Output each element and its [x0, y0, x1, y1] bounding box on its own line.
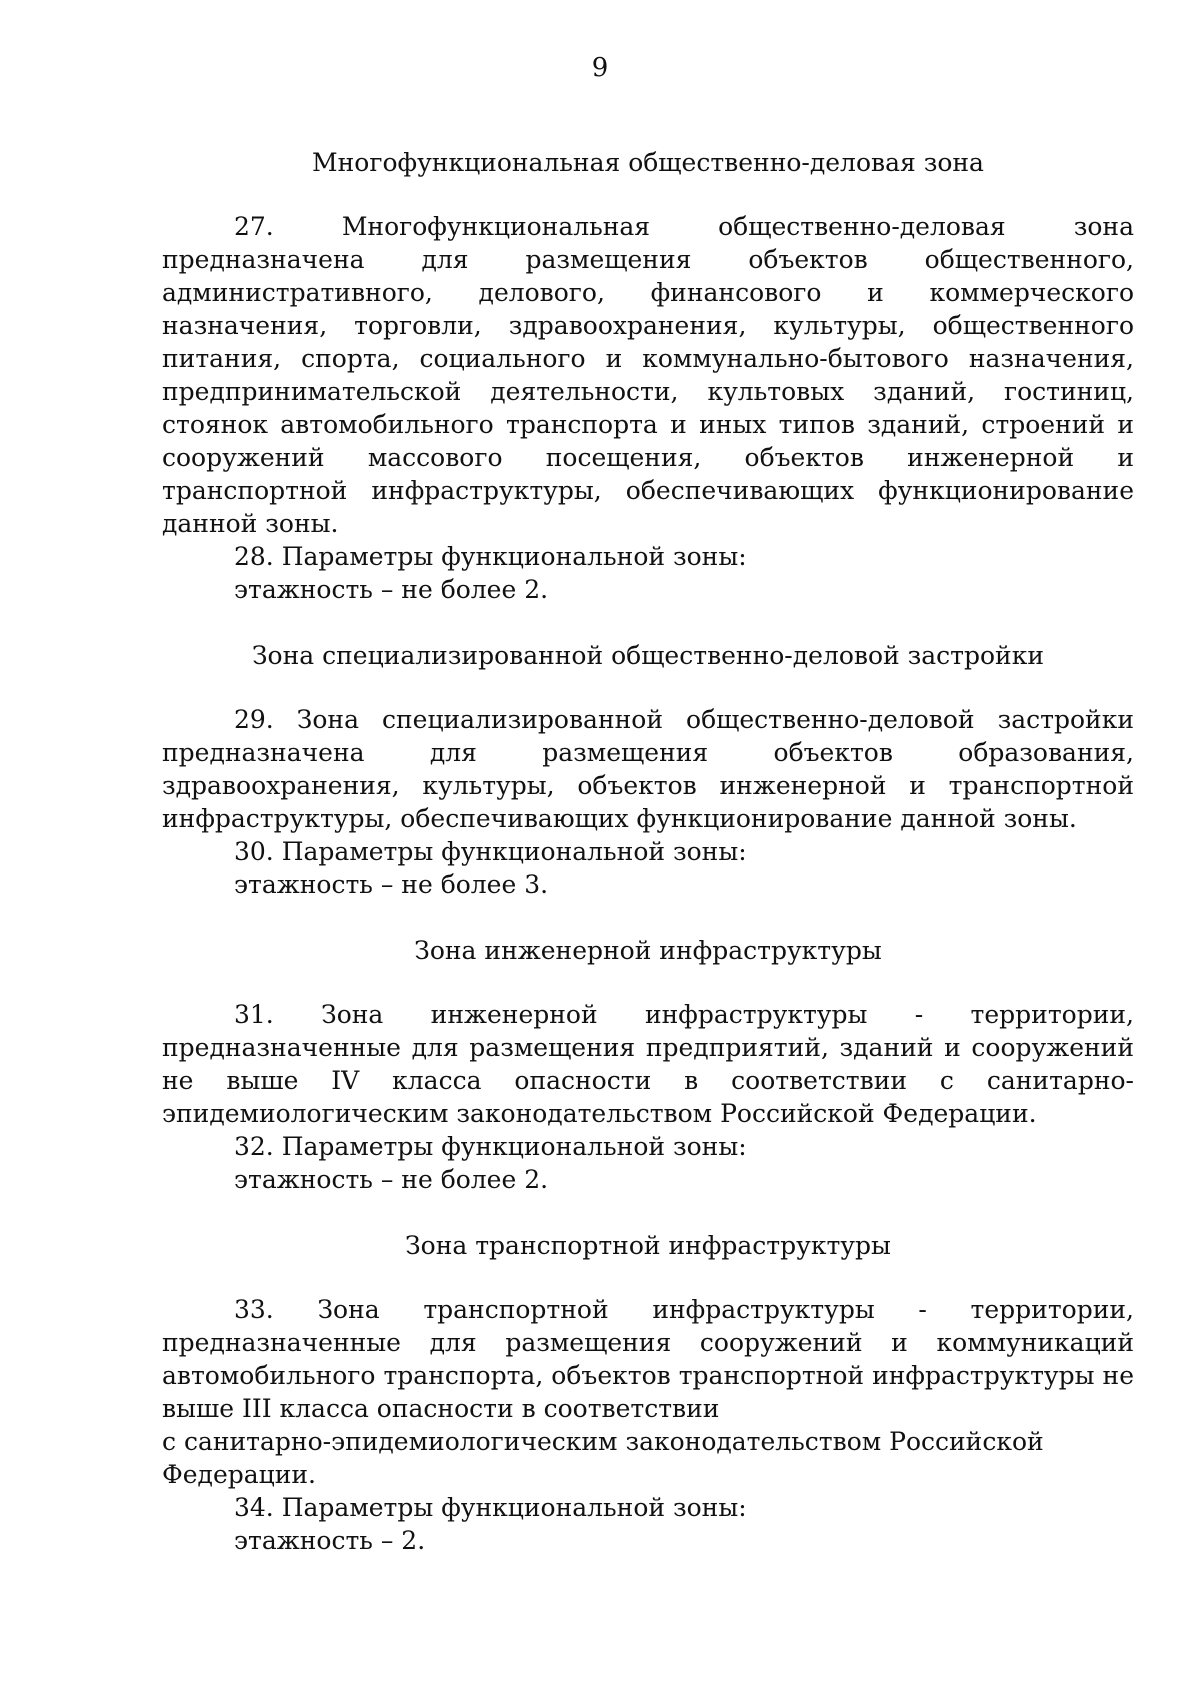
spacer — [162, 1196, 1134, 1229]
spacer — [162, 901, 1134, 934]
clause-28-params-value: этажность – не более 2. — [234, 575, 549, 604]
section-heading-engineering: Зона инженерной инфраструктуры — [414, 936, 882, 965]
spacer — [162, 606, 1134, 639]
clause-34-params-title: 34. Параметры функциональной зоны: — [234, 1493, 747, 1522]
section-heading-specialized: Зона специализированной общественно-деловой застройки — [251, 641, 1044, 670]
clause-31-paragraph: 31. Зона инженерной инфраструктуры - территории, предназначенные для размещения предприятий, зданий и сооружений не выше IV класса опасности в соответствии с санитарно-эпидемиологическим законодательством Российской Федерации. — [162, 1000, 1134, 1128]
spacer — [162, 672, 1134, 703]
page-number: 9 — [591, 53, 609, 83]
clause-33-continuation: с санитарно-эпидемиологическим законодательством Российской Федерации. — [162, 1427, 1044, 1489]
clause-33-paragraph: 33. Зона транспортной инфраструктуры - территории, предназначенные для размещения сооружений и коммуникаций автомобильного транспорта, объектов транспортной инфраструктуры не выше III класса опасности в соответствии — [162, 1295, 1134, 1423]
section-heading-multifunctional: Многофункциональная общественно-деловая зона — [312, 148, 984, 177]
section-heading-transport: Зона транспортной инфраструктуры — [405, 1231, 891, 1260]
clause-27-paragraph: 27. Многофункциональная общественно-деловая зона предназначена для размещения объектов общественного, административного, делового, финансового и коммерческого назначения, торговли, здравоохранения, культуры, общественного питания, спорта, социального и коммунально-бытового назначения, предпринимательской деятельности, культовых зданий, гостиниц, стоянок автомобильного транспорта и иных типов зданий, строений и сооружений массового посещения, объектов инженерной и транспортной инфраструктуры, обеспечивающих функционирование данной зоны. — [162, 212, 1134, 538]
document-body — [162, 146, 1134, 1557]
clause-32-params-title: 32. Параметры функциональной зоны: — [234, 1132, 747, 1161]
clause-30-params-title: 30. Параметры функциональной зоны: — [234, 837, 747, 866]
spacer — [162, 967, 1134, 998]
clause-29-paragraph: 29. Зона специализированной общественно-деловой застройки предназначена для размещения объектов образования, здравоохранения, культуры, объектов инженерной и транспортной инфраструктуры, обеспечивающих функционирование данной зоны. — [162, 705, 1134, 833]
clause-30-params-value: этажность – не более 3. — [234, 870, 549, 899]
spacer — [162, 179, 1134, 210]
clause-28-params-title: 28. Параметры функциональной зоны: — [234, 542, 747, 571]
spacer — [162, 1262, 1134, 1293]
clause-34-params-value: этажность – 2. — [234, 1526, 426, 1555]
clause-32-params-value: этажность – не более 2. — [234, 1165, 549, 1194]
